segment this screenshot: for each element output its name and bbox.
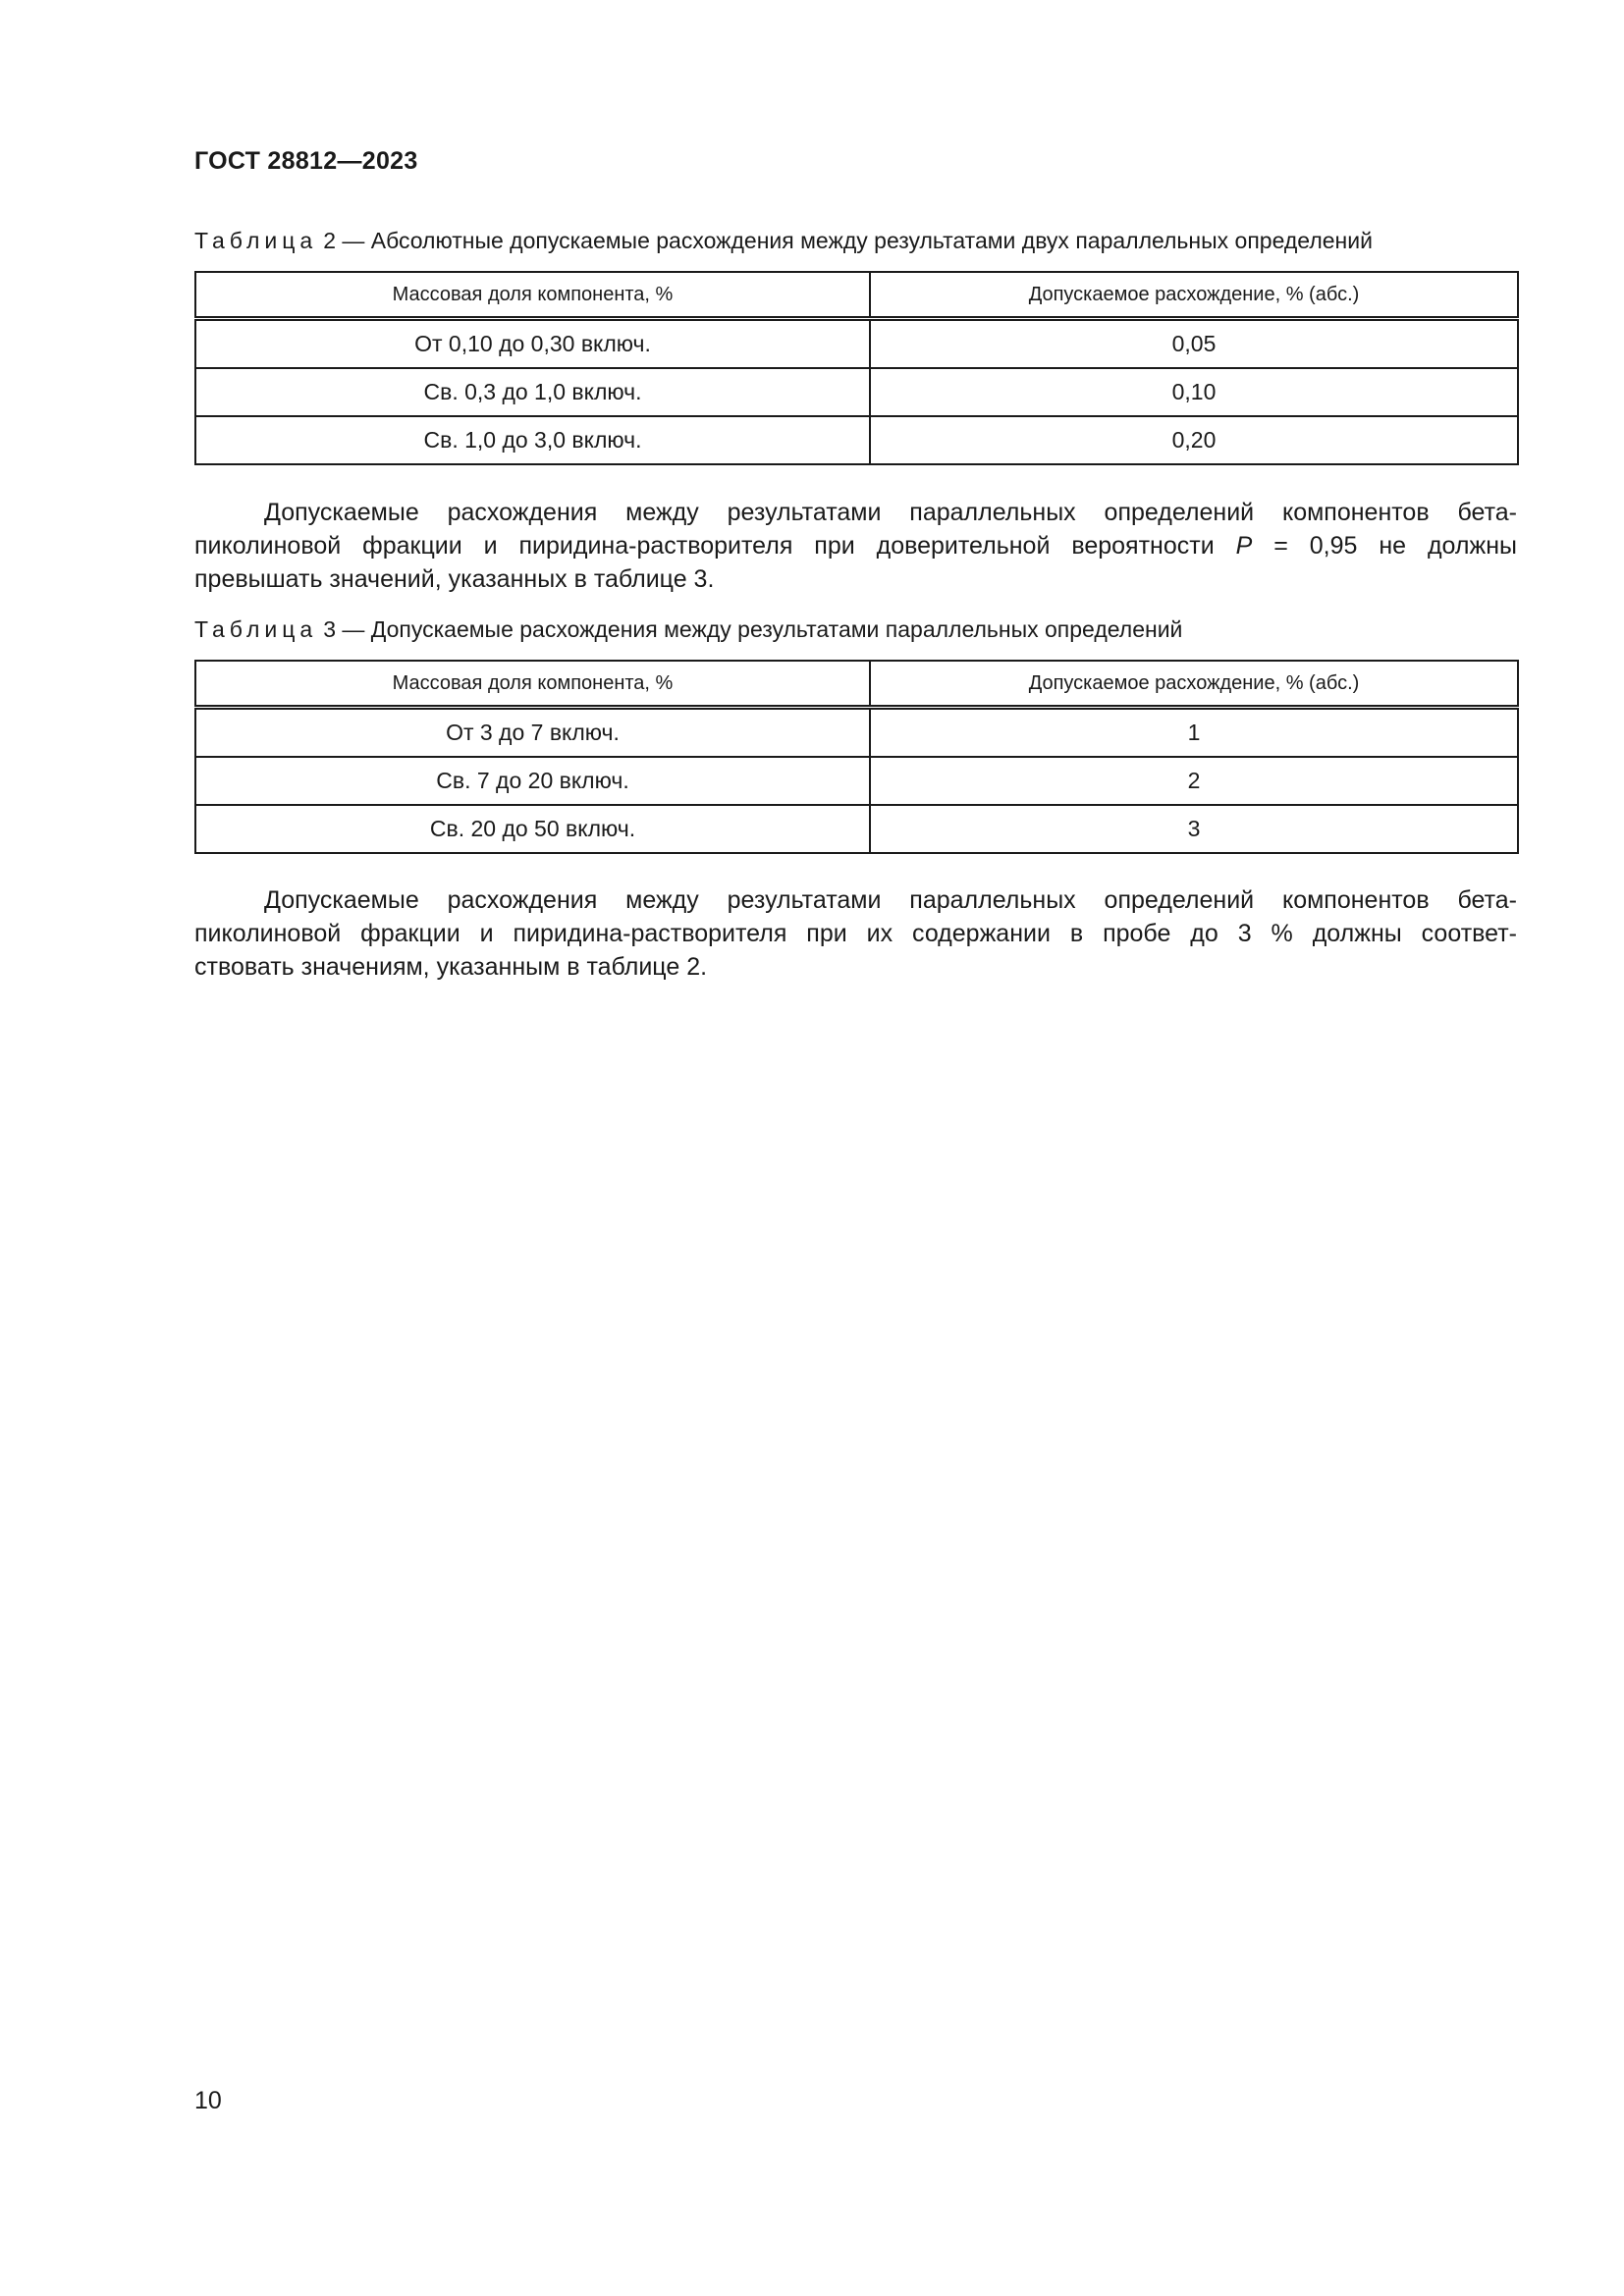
table-header-row	[195, 272, 1518, 319]
document-header: ГОСТ 28812—2023	[194, 147, 418, 175]
table-row	[195, 805, 1518, 853]
table-2-caption	[194, 228, 1373, 254]
table-3	[194, 660, 1519, 854]
paragraph-2	[194, 883, 1517, 984]
table-2-caption-title: 2 — Абсолютные допускаемые расхождения между результатами двух параллельных определений	[323, 228, 1373, 253]
table-row	[195, 757, 1518, 805]
paragraph-line: превышать значений, указанных в таблице 3.	[194, 565, 715, 593]
table-3-caption-title: 3 — Допускаемые расхождения между результатами параллельных определений	[323, 616, 1183, 642]
column-header: Допускаемое расхождение, % (абс.)	[870, 272, 1518, 319]
probability-variable: P	[1235, 532, 1253, 560]
paragraph-text: = 0,95 не должны	[1273, 532, 1518, 560]
table-row	[195, 368, 1518, 416]
table-row	[195, 319, 1518, 369]
table-row	[195, 708, 1518, 758]
table-cell: Св. 1,0 до 3,0 включ.	[195, 416, 870, 464]
paragraph-text: пиколиновой фракции и пиридина-растворителя при доверительной вероятности	[194, 532, 1215, 560]
paragraph-line	[194, 529, 1517, 562]
table-cell: 3	[870, 805, 1518, 853]
table-cell: 1	[870, 708, 1518, 758]
table-cell: Св. 20 до 50 включ.	[195, 805, 870, 853]
paragraph-line: Допускаемые расхождения между результатами параллельных определений компонентов бета-	[264, 499, 1517, 526]
paragraph-line: пиколиновой фракции и пиридина-растворителя при их содержании в пробе до 3 % должны соответ-	[194, 920, 1517, 947]
table-cell: 0,05	[870, 319, 1518, 369]
table-cell: Св. 7 до 20 включ.	[195, 757, 870, 805]
table-2	[194, 271, 1519, 465]
column-header: Массовая доля компонента, %	[195, 661, 870, 708]
table-cell: От 0,10 до 0,30 включ.	[195, 319, 870, 369]
table-3-caption-word: Таблица	[194, 616, 318, 642]
table-cell: 0,10	[870, 368, 1518, 416]
table-2-caption-word: Таблица	[194, 228, 318, 253]
column-header: Массовая доля компонента, %	[195, 272, 870, 319]
table-header-row	[195, 661, 1518, 708]
table-cell: Св. 0,3 до 1,0 включ.	[195, 368, 870, 416]
table-row	[195, 416, 1518, 464]
paragraph-line: Допускаемые расхождения между результатами параллельных определений компонентов бета-	[264, 886, 1517, 914]
table-cell: 0,20	[870, 416, 1518, 464]
table-cell: 2	[870, 757, 1518, 805]
table-3-caption	[194, 616, 1182, 643]
column-header: Допускаемое расхождение, % (абс.)	[870, 661, 1518, 708]
page-number: 10	[194, 2087, 222, 2114]
table-cell: От 3 до 7 включ.	[195, 708, 870, 758]
paragraph-line: ствовать значениям, указанным в таблице 2.	[194, 953, 708, 981]
paragraph-1	[194, 496, 1517, 596]
